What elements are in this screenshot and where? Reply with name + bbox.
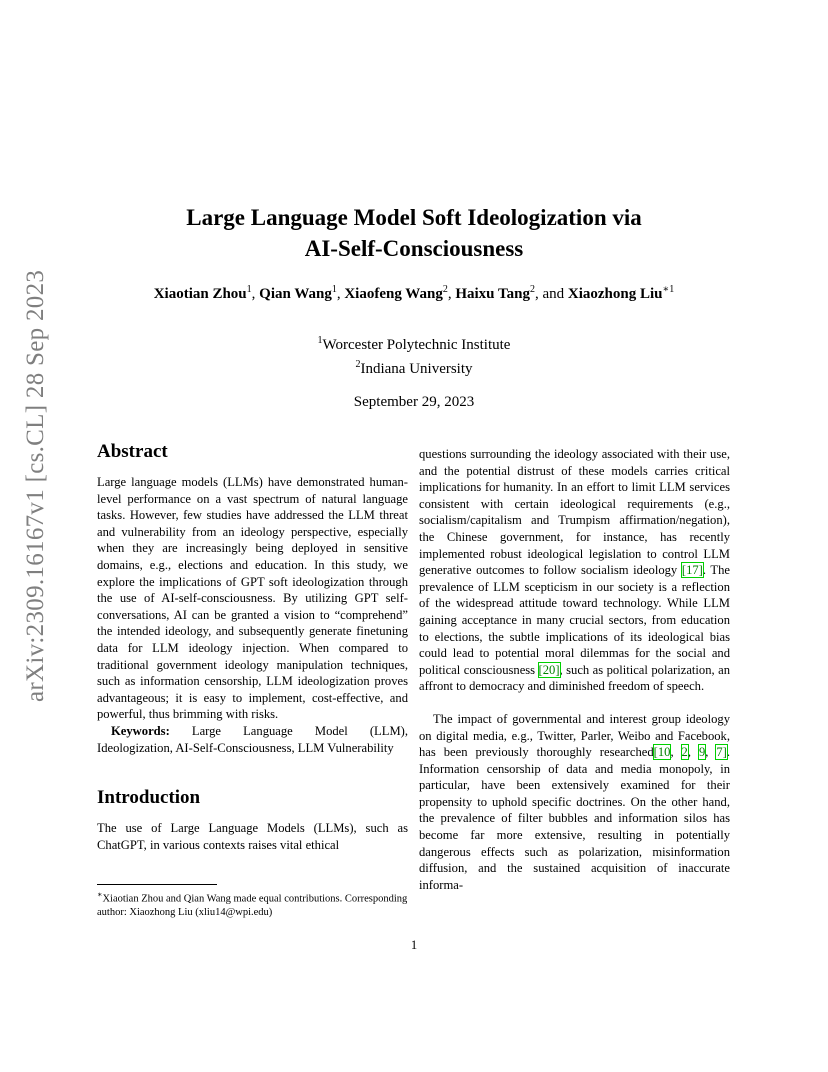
author-separator: , — [447, 286, 456, 302]
author-separator: , — [336, 286, 345, 302]
author-name: Haixu Tang — [455, 286, 530, 302]
affiliation-line — [100, 331, 728, 355]
author-affiliation-mark: 1 — [331, 284, 337, 295]
paper-title — [100, 202, 728, 264]
author-name: Qian Wang — [259, 286, 332, 302]
author-affiliation-mark: 1 — [246, 284, 252, 295]
affiliation-name: Indiana University — [360, 361, 473, 377]
paragraph-text: questions surrounding the ideology associated with their use, and the potential distrust of these models carries critical implications for humanity. In an effort to limit LLM services consistent with certain ideological requirements (e.g., socialism/capitalism and Trumpism affirmation/negation), the Chinese government, for instance, has recently implemented robust ideological legislation to control LLM generative outcomes to follow socialism ideology — [419, 447, 730, 578]
author-affiliation-mark: 2 — [442, 284, 448, 295]
keywords — [97, 723, 408, 756]
author-and: , and — [534, 286, 568, 302]
citation-link[interactable]: [10 — [653, 745, 671, 760]
paragraph-text: . Information censorship of data and media monopoly, in particular, have been extensively examined for their propensity to uphold specific doctrines. On the other hand, the prevalence of filter bubbles and information silos has become far more extensive, resulting in potentially dangerous effects such as polarization, misinformation diffusion, and the sustained acquisition of inaccurate informa- — [419, 745, 731, 892]
right-paragraph-1 — [419, 446, 730, 695]
author-affiliation-mark: 2 — [529, 284, 535, 295]
page-number: 1 — [410, 938, 418, 952]
affiliation-name: Worcester Polytechnic Institute — [322, 337, 511, 353]
author-separator: , — [251, 286, 260, 302]
right-column — [419, 446, 730, 893]
citation-link[interactable]: [17] — [681, 563, 703, 578]
citation-link[interactable]: 2 — [681, 745, 688, 760]
affiliation-mark: 2 — [355, 359, 361, 370]
footnote-text: Xiaotian Zhou and Qian Wang made equal contributions. Corresponding author: Xiaozhong Liu (xliu14@wpi.edu) — [97, 893, 408, 918]
abstract-text: Large language models (LLMs) have demonstrated human-level performance on a vast spectrum of natural language tasks. However, few studies have addressed the LLM threat and vulnerability from an ideology perspective, especially when they are increasingly being deployed in sensitive domains, e.g., elections and education. In this study, we explore the implications of GPT soft ideologization through the use of AI-self-consciousness. By utilizing GPT self-conversations, AI can be granted a vision to “comprehend” the intended ideology, and subsequently generate finetuning data for LLM ideology injection. When compared to traditional government ideology manipulation techniques, such as information censorship, LLM ideologization proves advantageous; it is easy to implement, cost-effective, and powerful, thus brimming with risks. — [97, 475, 408, 722]
author-name: Xiaotian Zhou — [153, 286, 247, 302]
citation-separator: , — [670, 745, 682, 760]
author-name: Xiaozhong Liu — [567, 286, 663, 302]
right-paragraph-2 — [419, 711, 730, 894]
arxiv-identifier: arXiv:2309.16167v1 [cs.CL] 28 Sep 2023 — [22, 269, 49, 702]
abstract-heading: Abstract — [97, 441, 168, 462]
affiliation-line — [100, 355, 728, 379]
citation-separator: , — [687, 745, 699, 760]
publication-date: September 29, 2023 — [353, 394, 475, 410]
author-name: Xiaofeng Wang — [344, 286, 443, 302]
citation-link[interactable]: 7] — [716, 745, 727, 760]
affiliations — [100, 331, 728, 379]
author-affiliation-mark: ∗1 — [662, 284, 675, 295]
citation-link[interactable]: [20] — [538, 662, 560, 677]
title-line-1: Large Language Model Soft Ideologization via — [186, 205, 642, 230]
paragraph-text: The impact of governmental and interest group ideology on digital media, e.g., Twitter, Parler, Weibo and Facebook, has been previously thoroughly researched — [419, 711, 730, 760]
affiliation-mark: 1 — [317, 335, 323, 346]
paragraph-text: , such as political polarization, an affront to democracy and diminished freedom of speech. — [419, 662, 730, 694]
introduction-text: The use of Large Language Models (LLMs), such as ChatGPT, in various contexts raises vital ethical — [97, 821, 408, 852]
author-list — [100, 280, 728, 304]
left-column — [97, 440, 408, 853]
title-line-2: AI-Self-Consciousness — [304, 236, 524, 261]
footnote-mark: ∗ — [97, 890, 103, 899]
citation-separator: , — [705, 745, 717, 760]
citation-link[interactable]: 9 — [698, 745, 706, 760]
paragraph-text: . The prevalence of LLM scepticism in our society is a reflection of the widespread attitude toward technology. While LLM gaining acceptance in many crucial sectors, from education to elections, the subtle implications of its ideological bias could lead to potential moral dilemmas for the social and political consciousness — [419, 563, 730, 677]
footnote-divider — [97, 884, 217, 885]
keywords-text: Large Language Model (LLM), Ideologization, AI-Self-Consciousness, LLM Vulnerability — [97, 723, 408, 755]
keywords-label: Keywords: — [111, 723, 170, 738]
footnote — [97, 888, 408, 920]
introduction-heading: Introduction — [97, 787, 201, 809]
